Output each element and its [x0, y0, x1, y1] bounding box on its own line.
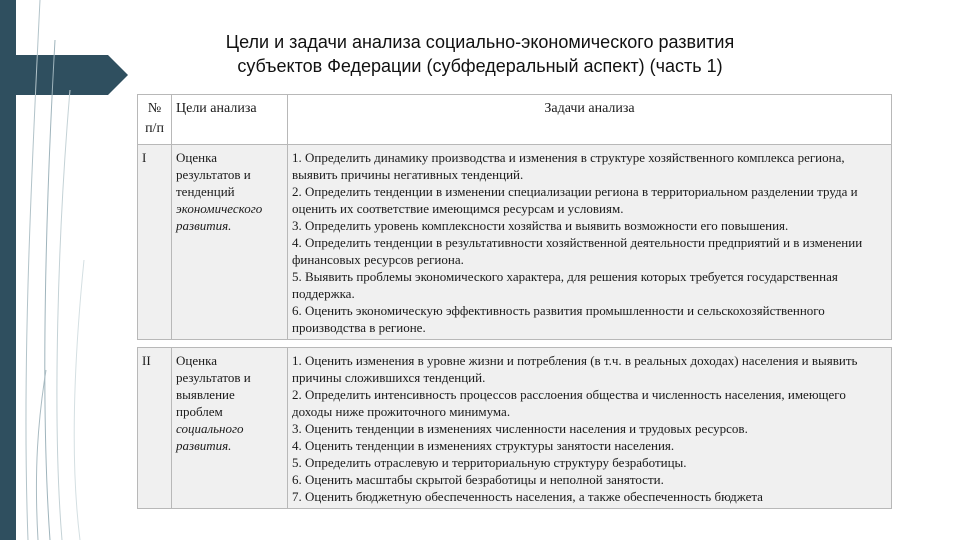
header-num: № п/п: [138, 95, 172, 145]
row-goal: [172, 348, 288, 509]
task-item: 1. Оценить изменения в уровне жизни и потребления (в т.ч. в реальных доходах) населения и выявить причины сложившихся тенденций.: [292, 353, 858, 385]
goal-text: Оценка результатов и тенденций: [176, 150, 251, 199]
task-item: 6. Оценить масштабы скрытой безработицы и неполной занятости.: [292, 472, 664, 487]
goal-text-italic: экономического развития.: [176, 201, 263, 233]
task-item: 5. Определить отраслевую и территориальную структуру безработицы.: [292, 455, 687, 470]
task-item: 4. Оценить тенденции в изменениях структуры занятости населения.: [292, 438, 675, 453]
task-item: 5. Выявить проблемы экономического характера, для решения которых требуется государственная поддержка.: [292, 269, 838, 301]
row-number: II: [138, 348, 172, 509]
decorative-lines: [0, 0, 140, 540]
slide-title-line-1: Цели и задачи анализа социально-экономического развития: [225, 32, 735, 52]
row-spacer: [138, 340, 892, 348]
slide-title-line-2: субъектов Федерации (субфедеральный аспект) (часть 1): [237, 56, 723, 76]
row-goal: [172, 145, 288, 340]
slide-title: [150, 30, 810, 78]
header-tasks: Задачи анализа: [288, 95, 892, 145]
table-row: [138, 145, 892, 340]
table-header-row: [138, 95, 892, 145]
task-item: 6. Оценить экономическую эффективность развития промышленности и сельскохозяйственного производства в регионе.: [292, 303, 825, 335]
row-tasks: [288, 145, 892, 340]
task-item: 1. Определить динамику производства и изменения в структуре хозяйственного комплекса региона, выявить причины негативных тенденций.: [292, 150, 845, 182]
task-item: 7. Оценить бюджетную обеспеченность населения, а также обеспеченность бюджета: [292, 489, 763, 504]
spacer-cell: [138, 340, 892, 348]
analysis-table: [137, 94, 892, 509]
task-item: 3. Определить уровень комплексности хозяйства и выявить возможности его повышения.: [292, 218, 789, 233]
task-item: 4. Определить тенденции в результативности хозяйственной деятельности предприятий и в изменении финансовых ресурсов региона.: [292, 235, 863, 267]
goal-text-italic: социального развития.: [176, 421, 244, 453]
header-goal: Цели анализа: [172, 95, 288, 145]
goal-text: Оценка результатов и выявление проблем: [176, 353, 251, 419]
task-item: 2. Определить тенденции в изменении специализации региона в территориальном разделении труда и оценить их соответствие имеющимся ресурсам и условиям.: [292, 184, 858, 216]
row-tasks: [288, 348, 892, 509]
task-item: 3. Оценить тенденции в изменениях численности населения и трудовых ресурсов.: [292, 421, 748, 436]
row-number: I: [138, 145, 172, 340]
task-item: 2. Определить интенсивность процессов расслоения общества и численность населения, имеющего доходы ниже прожиточного минимума.: [292, 387, 846, 419]
table-row: [138, 348, 892, 509]
